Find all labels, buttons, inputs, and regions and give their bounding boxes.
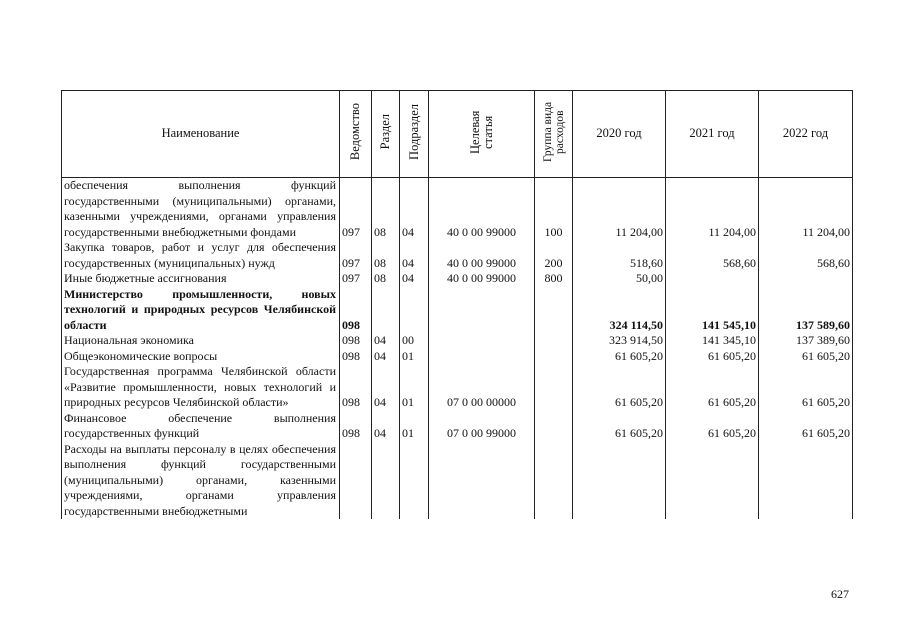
row-2021: 61 605,20 [666, 349, 759, 365]
row-section: 08 [372, 178, 400, 241]
row-subsection: 04 [400, 271, 429, 287]
row-target [429, 442, 535, 520]
row-exp-group: 200 [535, 240, 573, 271]
row-2021: 61 605,20 [666, 364, 759, 411]
row-2022: 61 605,20 [759, 411, 853, 442]
budget-table [61, 90, 853, 519]
row-2022: 137 589,60 [759, 287, 853, 334]
row-dept: 097 [340, 271, 372, 287]
row-subsection: 01 [400, 349, 429, 365]
table-row [62, 333, 853, 349]
header-2022: 2022 год [759, 91, 853, 178]
page-number: 627 [831, 587, 849, 601]
row-name: Общеэкономические вопросы [62, 349, 340, 365]
row-target: 40 0 00 99000 [429, 271, 535, 287]
header-name: Наименование [62, 91, 340, 178]
row-exp-group [535, 411, 573, 442]
row-2020: 61 605,20 [573, 411, 666, 442]
row-name: Государственная программа Челябинской области «Развитие промышленности, новых технологий и природных ресурсов Челябинской области» [62, 364, 340, 411]
header-2020: 2020 год [573, 91, 666, 178]
row-2022 [759, 442, 853, 520]
row-2021 [666, 271, 759, 287]
row-2021: 141 345,10 [666, 333, 759, 349]
header-exp-group-label: Группа вида расходов [541, 101, 566, 162]
row-2022 [759, 271, 853, 287]
row-2021: 11 204,00 [666, 178, 759, 241]
header-target-label: Целевая статья [467, 110, 495, 154]
table-row [62, 178, 853, 241]
row-section: 04 [372, 411, 400, 442]
row-section: 04 [372, 333, 400, 349]
row-section: 08 [372, 240, 400, 271]
table-row [62, 349, 853, 365]
row-section [372, 442, 400, 520]
row-name: Министерство промышленности, новых технологий и природных ресурсов Челябинской области [62, 287, 340, 334]
row-target: 07 0 00 99000 [429, 411, 535, 442]
row-2020: 61 605,20 [573, 349, 666, 365]
header-2021: 2021 год [666, 91, 759, 178]
table-row [62, 411, 853, 442]
row-name: обеспечения выполнения функций государственными (муниципальными) органами, казенными учреждениями, органами управления государственными внебюджетными фондами [62, 178, 340, 241]
row-2020: 518,60 [573, 240, 666, 271]
row-2022: 11 204,00 [759, 178, 853, 241]
header-section [372, 91, 400, 178]
row-target: 40 0 00 99000 [429, 240, 535, 271]
row-2022: 61 605,20 [759, 349, 853, 365]
table-header [62, 91, 853, 178]
row-subsection: 00 [400, 333, 429, 349]
row-2020: 323 914,50 [573, 333, 666, 349]
row-2020: 50,00 [573, 271, 666, 287]
row-name: Закупка товаров, работ и услуг для обеспечения государственных (муниципальных) нужд [62, 240, 340, 271]
row-target: 40 0 00 99000 [429, 178, 535, 241]
row-subsection: 01 [400, 364, 429, 411]
row-exp-group [535, 349, 573, 365]
row-2021: 141 545,10 [666, 287, 759, 334]
table-row [62, 364, 853, 411]
row-section: 08 [372, 271, 400, 287]
row-subsection [400, 287, 429, 334]
row-subsection: 04 [400, 240, 429, 271]
header-section-label: Раздел [378, 114, 392, 150]
row-target: 07 0 00 00000 [429, 364, 535, 411]
row-target [429, 287, 535, 334]
row-2021 [666, 442, 759, 520]
header-target [429, 91, 535, 178]
header-subsection [400, 91, 429, 178]
table-row [62, 287, 853, 334]
row-2022: 137 389,60 [759, 333, 853, 349]
row-exp-group: 800 [535, 271, 573, 287]
row-exp-group [535, 333, 573, 349]
row-subsection: 04 [400, 178, 429, 241]
row-name: Расходы на выплаты персоналу в целях обеспечения выполнения функций государственными (муниципальными) органами, казенными учреждениями, органами управления государственными внебюджетными [62, 442, 340, 520]
row-2021: 568,60 [666, 240, 759, 271]
row-target [429, 333, 535, 349]
row-section: 04 [372, 364, 400, 411]
row-name: Национальная экономика [62, 333, 340, 349]
table-row [62, 442, 853, 520]
row-dept: 098 [340, 364, 372, 411]
row-2022: 61 605,20 [759, 364, 853, 411]
row-target [429, 349, 535, 365]
header-exp-group [535, 91, 573, 178]
row-dept: 098 [340, 333, 372, 349]
row-2020 [573, 442, 666, 520]
row-dept [340, 442, 372, 520]
table-row [62, 271, 853, 287]
row-exp-group [535, 287, 573, 334]
row-exp-group [535, 442, 573, 520]
row-dept: 098 [340, 349, 372, 365]
row-dept: 097 [340, 178, 372, 241]
table-body [62, 178, 853, 520]
header-dept-label: Ведомство [348, 103, 362, 161]
row-exp-group: 100 [535, 178, 573, 241]
budget-table-page [61, 90, 852, 576]
row-2020: 324 114,50 [573, 287, 666, 334]
header-subsection-label: Подраздел [406, 103, 421, 160]
row-section: 04 [372, 349, 400, 365]
row-name: Финансовое обеспечение выполнения государственных функций [62, 411, 340, 442]
row-subsection: 01 [400, 411, 429, 442]
row-2021: 61 605,20 [666, 411, 759, 442]
header-dept [340, 91, 372, 178]
row-subsection [400, 442, 429, 520]
row-exp-group [535, 364, 573, 411]
row-dept: 097 [340, 240, 372, 271]
row-dept: 098 [340, 411, 372, 442]
row-name: Иные бюджетные ассигнования [62, 271, 340, 287]
row-dept: 098 [340, 287, 372, 334]
row-section [372, 287, 400, 334]
row-2020: 11 204,00 [573, 178, 666, 241]
row-2020: 61 605,20 [573, 364, 666, 411]
row-2022: 568,60 [759, 240, 853, 271]
table-row [62, 240, 853, 271]
